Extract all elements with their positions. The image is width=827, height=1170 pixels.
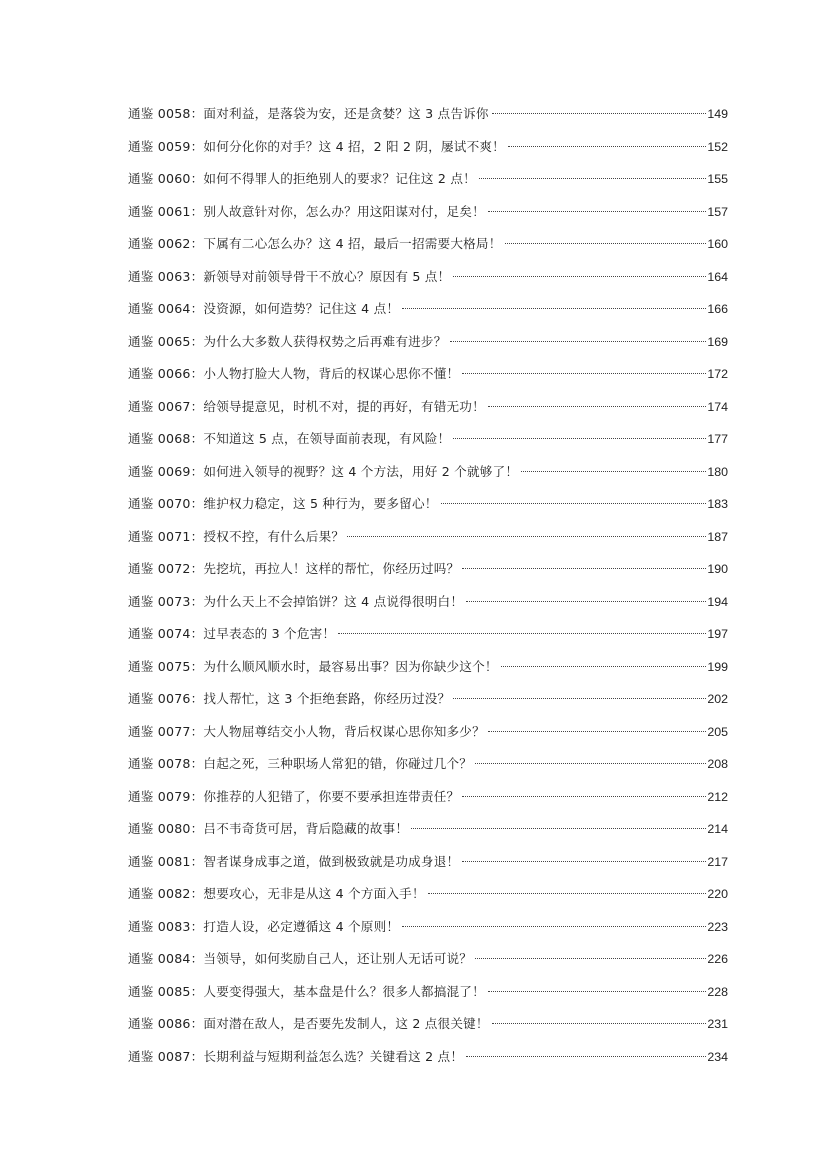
toc-entry-page-number: 202: [707, 692, 728, 706]
toc-entry[interactable]: [128, 654, 728, 687]
toc-entry-title: 通鉴 0075：为什么顺风顺水时，最容易出事？因为你缺少这个！: [128, 658, 498, 674]
toc-dot-leader: [479, 178, 706, 179]
toc-entry-page-number: 234: [707, 1049, 728, 1064]
toc-dot-leader: [428, 893, 707, 894]
toc-dot-leader: [411, 828, 706, 829]
toc-dot-leader: [453, 438, 706, 439]
toc-entry-page-number: 208: [707, 757, 728, 771]
toc-entry-title: 通鉴 0082：想要攻心，无非是从这 4 个方面入手！: [128, 886, 425, 901]
table-of-contents: [128, 101, 728, 1076]
toc-entry[interactable]: [128, 166, 728, 199]
toc-entry-page-number: 174: [707, 399, 728, 414]
toc-entry-title: 通鉴 0059：如何分化你的对手？这 4 招，2 阳 2 阴，屡试不爽！: [128, 138, 505, 154]
toc-entry-title: 通鉴 0068：不知道这 5 点，在领导面前表现，有风险！: [128, 431, 451, 446]
toc-dot-leader: [450, 341, 707, 342]
toc-entry[interactable]: [128, 101, 728, 134]
toc-entry-title: 通鉴 0087：长期利益与短期利益怎么选？关键看这 2 点！: [128, 1048, 464, 1064]
toc-entry[interactable]: [128, 296, 728, 329]
toc-entry-title: 通鉴 0073：为什么天上不会掉馅饼？这 4 点说得很明白！: [128, 593, 464, 609]
toc-entry[interactable]: [128, 329, 728, 362]
toc-entry-page-number: 152: [707, 139, 728, 154]
toc-entry-page-number: 214: [707, 822, 728, 836]
toc-entry[interactable]: [128, 491, 728, 524]
toc-entry[interactable]: [128, 686, 728, 719]
toc-entry-title: 通鉴 0078：白起之死，三种职场人常犯的错，你碰过几个？: [128, 756, 473, 771]
toc-entry-title: 通鉴 0062：下属有二心怎么办？这 4 招，最后一招需要大格局！: [128, 236, 502, 251]
toc-entry[interactable]: [128, 264, 728, 297]
toc-entry-page-number: 187: [707, 529, 728, 544]
toc-entry[interactable]: [128, 426, 728, 459]
toc-dot-leader: [521, 471, 706, 472]
toc-entry-page-number: 172: [707, 367, 728, 381]
toc-dot-leader: [466, 1056, 706, 1057]
toc-dot-leader: [488, 406, 706, 407]
toc-entry-title: 通鉴 0058：面对利益，是落袋为安，还是贪婪？这 3 点告诉你: [128, 106, 489, 121]
toc-entry[interactable]: [128, 816, 728, 849]
toc-entry[interactable]: [128, 881, 728, 914]
toc-entry-title: 通鉴 0069：如何进入领导的视野？这 4 个方法，用好 2 个就够了！: [128, 463, 519, 479]
toc-dot-leader: [453, 276, 706, 277]
toc-entry-page-number: 149: [707, 107, 728, 121]
toc-entry[interactable]: [128, 914, 728, 947]
toc-entry[interactable]: [128, 589, 728, 622]
toc-dot-leader: [492, 113, 707, 114]
toc-entry-title: 通鉴 0077：大人物屈尊结交小人物，背后权谋心思你知多少？: [128, 723, 485, 739]
toc-entry-page-number: 157: [707, 204, 728, 219]
toc-entry-title: 通鉴 0079：你推荐的人犯错了，你要不要承担连带责任？: [128, 788, 460, 804]
toc-entry-page-number: 228: [707, 984, 728, 999]
toc-entry[interactable]: [128, 361, 728, 394]
toc-entry[interactable]: [128, 849, 728, 882]
toc-entry-page-number: 169: [707, 334, 728, 349]
toc-dot-leader: [466, 601, 706, 602]
toc-dot-leader: [462, 861, 706, 862]
toc-dot-leader: [508, 146, 706, 147]
toc-entry[interactable]: [128, 231, 728, 264]
toc-entry-title: 通鉴 0067：给领导提意见，时机不对，提的再好，有错无功！: [128, 398, 485, 414]
toc-entry-title: 通鉴 0083：打造人设，必定遵循这 4 个原则！: [128, 918, 400, 934]
toc-entry-page-number: 183: [707, 497, 728, 511]
toc-entry-page-number: 180: [707, 464, 728, 479]
toc-entry-title: 通鉴 0085：人要变得强大，基本盘是什么？很多人都搞混了！: [128, 983, 485, 999]
toc-dot-leader: [492, 1023, 707, 1024]
toc-entry-title: 通鉴 0086：面对潜在敌人，是否要先发制人，这 2 点很关键！: [128, 1016, 489, 1031]
toc-entry[interactable]: [128, 621, 728, 654]
toc-entry-page-number: 212: [707, 789, 728, 804]
toc-entry-page-number: 217: [707, 854, 728, 869]
toc-dot-leader: [475, 958, 706, 959]
toc-entry-page-number: 231: [707, 1017, 728, 1031]
toc-entry-title: 通鉴 0072：先挖坑，再拉人！这样的帮忙，你经历过吗？: [128, 561, 460, 576]
toc-entry-page-number: 194: [707, 594, 728, 609]
toc-entry-page-number: 166: [707, 302, 728, 316]
toc-entry-page-number: 197: [707, 627, 728, 641]
toc-entry-title: 通鉴 0065：为什么大多数人获得权势之后再难有进步？: [128, 333, 447, 349]
toc-dot-leader: [475, 763, 706, 764]
toc-entry[interactable]: [128, 394, 728, 427]
toc-entry[interactable]: [128, 979, 728, 1012]
toc-entry-title: 通鉴 0071：授权不控，有什么后果？: [128, 528, 345, 544]
toc-dot-leader: [402, 308, 706, 309]
toc-entry-page-number: 155: [707, 172, 728, 186]
toc-entry-page-number: 223: [707, 919, 728, 934]
toc-dot-leader: [462, 568, 706, 569]
toc-entry-title: 通鉴 0076：找人帮忙，这 3 个拒绝套路，你经历过没？: [128, 691, 451, 706]
toc-entry-page-number: 160: [707, 237, 728, 251]
toc-dot-leader: [462, 796, 706, 797]
toc-entry[interactable]: [128, 946, 728, 979]
toc-entry-title: 通鉴 0084：当领导，如何奖励自己人，还让别人无话可说？: [128, 951, 473, 966]
toc-entry[interactable]: [128, 719, 728, 752]
toc-entry-title: 通鉴 0080：吕不韦奇货可居，背后隐藏的故事！: [128, 821, 409, 836]
toc-dot-leader: [338, 633, 706, 634]
toc-dot-leader: [441, 503, 707, 504]
toc-entry[interactable]: [128, 134, 728, 167]
toc-entry[interactable]: [128, 524, 728, 557]
toc-entry-title: 通鉴 0066：小人物打脸大人物，背后的权谋心思你不懂！: [128, 366, 460, 381]
toc-dot-leader: [488, 211, 706, 212]
toc-entry-page-number: 199: [707, 659, 728, 674]
toc-entry-page-number: 220: [707, 887, 728, 901]
toc-dot-leader: [501, 666, 707, 667]
toc-entry[interactable]: [128, 1011, 728, 1044]
toc-entry-page-number: 226: [707, 952, 728, 966]
toc-entry[interactable]: [128, 459, 728, 492]
toc-dot-leader: [488, 991, 706, 992]
toc-entry-title: 通鉴 0061：别人故意针对你，怎么办？用这阳谋对付，足矣！: [128, 203, 485, 219]
toc-dot-leader: [462, 373, 706, 374]
toc-entry-page-number: 164: [707, 269, 728, 284]
toc-dot-leader: [505, 243, 707, 244]
toc-dot-leader: [402, 926, 706, 927]
toc-dot-leader: [347, 536, 706, 537]
toc-dot-leader: [453, 698, 706, 699]
toc-entry-title: 通鉴 0070：维护权力稳定，这 5 种行为，要多留心！: [128, 496, 438, 511]
toc-entry[interactable]: [128, 199, 728, 232]
toc-entry-page-number: 177: [707, 432, 728, 446]
toc-entry-title: 通鉴 0074：过早表态的 3 个危害！: [128, 626, 336, 641]
toc-entry-title: 通鉴 0081：智者谋身成事之道，做到极致就是功成身退！: [128, 853, 460, 869]
toc-entry-title: 通鉴 0063：新领导对前领导骨干不放心？原因有 5 点！: [128, 268, 451, 284]
toc-entry[interactable]: [128, 751, 728, 784]
toc-entry-title: 通鉴 0064：没资源，如何造势？记住这 4 点！: [128, 301, 400, 316]
toc-entry-page-number: 205: [707, 724, 728, 739]
toc-dot-leader: [488, 731, 706, 732]
toc-entry-title: 通鉴 0060：如何不得罪人的拒绝别人的要求？记住这 2 点！: [128, 171, 476, 186]
toc-entry[interactable]: [128, 784, 728, 817]
toc-entry-page-number: 190: [707, 562, 728, 576]
toc-entry[interactable]: [128, 1044, 728, 1077]
toc-entry[interactable]: [128, 556, 728, 589]
